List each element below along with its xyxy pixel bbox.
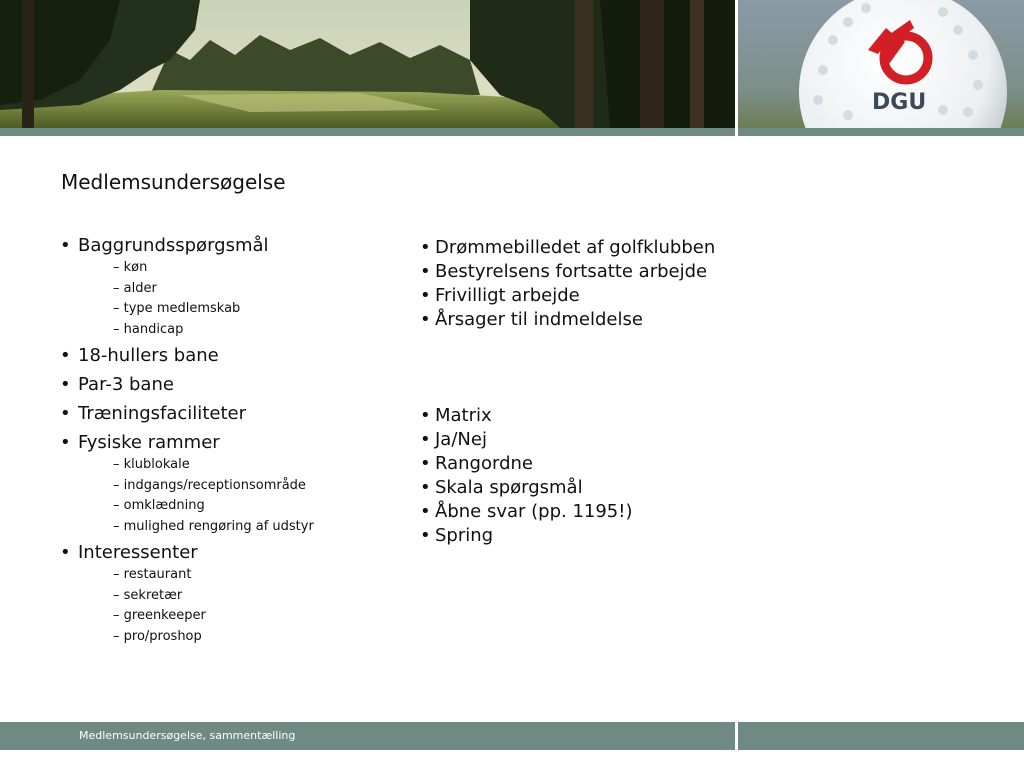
sub-list-item: – sekretær <box>113 587 183 603</box>
sub-list-item: – alder <box>113 280 157 296</box>
footer-bar-right <box>738 722 1024 750</box>
sub-list-item: – omklædning <box>113 498 205 513</box>
list-item: • Rangordne <box>420 453 533 474</box>
list-item: • Træningsfaciliteter <box>60 403 246 424</box>
sub-list-item: – indgangs/receptionsområde <box>113 477 306 493</box>
page-title: Medlemsundersøgelse <box>61 170 286 194</box>
list-item: • Frivilligt arbejde <box>420 285 580 306</box>
left-topic-list <box>60 234 420 651</box>
sub-list-item: – type medlemskab <box>113 301 241 316</box>
list-item: • Årsager til indmeldelse <box>420 309 643 330</box>
sub-list-item: – restaurant <box>113 567 192 582</box>
list-item: • Interessenter <box>60 542 198 563</box>
list-item: • Skala spørgsmål <box>420 477 583 498</box>
sub-list-item: – køn <box>113 260 148 275</box>
sub-list-item: – mulighed rengøring af udstyr <box>113 518 314 534</box>
header-stripe-right <box>738 128 1024 136</box>
list-item: • Ja/Nej <box>420 429 487 450</box>
sub-list-item: – greenkeeper <box>113 608 206 623</box>
list-item: • Baggrundsspørgsmål <box>60 235 269 256</box>
list-item: • Fysiske rammer <box>60 432 220 453</box>
question-type-list <box>420 404 840 548</box>
list-item: • 18-hullers bane <box>60 345 219 366</box>
sub-list-item: – klublokale <box>113 457 190 472</box>
list-item: • Drømmebilledet af golfklubben <box>420 237 716 258</box>
sub-list-item: – handicap <box>113 321 184 337</box>
right-topic-list <box>420 236 840 332</box>
sub-list <box>60 565 420 647</box>
sub-list-item: – pro/proshop <box>113 628 202 644</box>
sub-list <box>60 455 420 537</box>
golf-course-photo <box>0 0 735 128</box>
dgu-logo-panel <box>738 0 1024 128</box>
list-item: • Matrix <box>420 405 492 426</box>
footer-bar <box>0 722 735 750</box>
header-stripe <box>0 128 735 136</box>
header-banner <box>0 0 1024 128</box>
list-item: • Åbne svar (pp. 1195!) <box>420 501 633 522</box>
list-item: • Spring <box>420 525 494 546</box>
dgu-logo-text: DGU <box>872 90 927 115</box>
list-item: • Bestyrelsens fortsatte arbejde <box>420 261 708 282</box>
sub-list <box>60 258 420 340</box>
footer-text: Medlemsundersøgelse, sammentælling <box>79 729 296 742</box>
list-item: • Par-3 bane <box>60 374 174 395</box>
